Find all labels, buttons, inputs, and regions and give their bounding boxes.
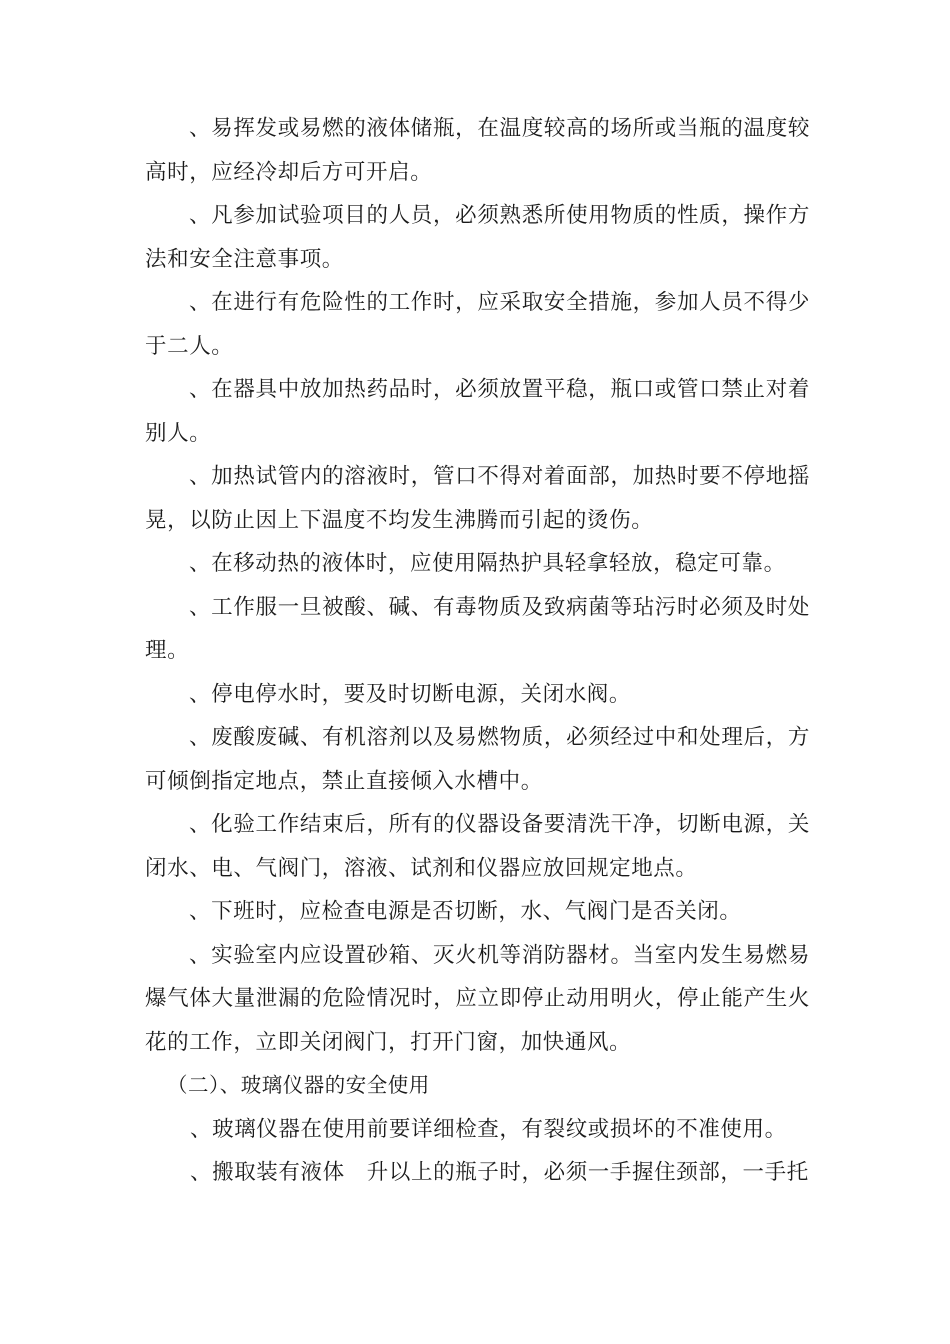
paragraph: 、废酸废碱、有机溶剂以及易燃物质，必须经过中和处理后，方可倾倒指定地点，禁止直接倾入水槽中。: [145, 725, 810, 794]
paragraph: 、加热试管内的溶液时，管口不得对着面部，加热时要不停地摇晃，以防止因上下温度不均发生沸腾而引起的烫伤。: [145, 464, 810, 533]
paragraph: 、下班时，应检查电源是否切断，水、气阀门是否关闭。: [189, 899, 742, 924]
paragraph: 、停电停水时，要及时切断电源，关闭水阀。: [189, 681, 632, 707]
paragraph: 、实验室内应设置砂箱、灭火机等消防器材。当室内发生易燃易爆气体大量泄漏的危险情况时，应立即停止动用明火，停止能产生火花的工作，立即关闭阀门，打开门窗，加快通风。: [145, 942, 810, 1055]
paragraph: 、工作服一旦被酸、碱、有毒物质及致病菌等玷污时必须及时处理。: [145, 594, 810, 663]
section-heading: （二）、玻璃仪器的安全使用: [167, 1073, 430, 1097]
paragraph: 、在进行有危险性的工作时，应采取安全措施，参加人员不得少于二人。: [145, 290, 810, 359]
paragraph: 、凡参加试验项目的人员，必须熟悉所使用物质的性质，操作方法和安全注意事项。: [145, 203, 810, 272]
paragraph: 、易挥发或易燃的液体储瓶，在温度较高的场所或当瓶的温度较高时，应经冷却后方可开启。: [145, 116, 810, 185]
document-body: [145, 107, 810, 1195]
paragraph: 、玻璃仪器在使用前要详细检查，有裂纹或损坏的不准使用。: [190, 1116, 787, 1142]
paragraph: 、化验工作结束后，所有的仪器设备要清洗干净，切断电源，关闭水、电、气阀门，溶液、试剂和仪器应放回规定地点。: [145, 812, 810, 881]
paragraph: 、在器具中放加热药品时，必须放置平稳，瓶口或管口禁止对着别人。: [145, 377, 810, 446]
paragraph: 、在移动热的液体时，应使用隔热护具轻拿轻放，稳定可靠。: [189, 551, 786, 576]
paragraph: 、搬取装有液体 升以上的瓶子时，必须一手握住颈部，一手托: [190, 1160, 809, 1185]
